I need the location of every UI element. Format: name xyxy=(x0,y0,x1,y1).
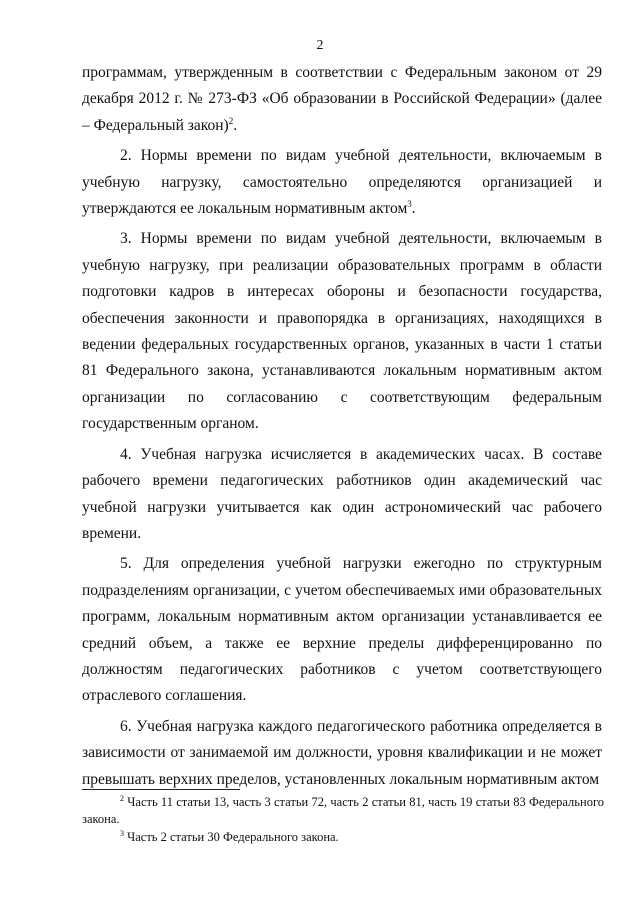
paragraph-item-2 xyxy=(82,143,602,222)
paragraph-text: 3. Нормы времени по видам учебной деятельности, включаемым в учебную нагрузку, при реализации образовательных программ в области подготовки кадров в интересах обороны и безопасности государства, обеспечения законности и правопорядка в организациях, находящихся в ведении федеральных государственных органов, указанных в части 1 статьи 81 Федерального закона, устанавливаются локальным нормативным актом организации по согласованию с соответствующим федеральным государственным органом. xyxy=(82,230,602,433)
page-number: 2 xyxy=(316,38,324,53)
footnote-reference[interactable]: 2 xyxy=(228,115,234,126)
paragraph-text: 4. Учебная нагрузка исчисляется в академических часах. В составе рабочего времени педагогических работников один академический час учебной нагрузки учитывается как один астрономический час рабочего времени. xyxy=(82,445,602,542)
footnote-text: Часть 11 статьи 13, часть 3 статьи 72, часть 2 статьи 81, часть 19 статьи 83 Федерального закона. xyxy=(82,795,605,826)
paragraph-item-3 xyxy=(82,226,602,437)
paragraph-text: 5. Для определения учебной нагрузки ежегодно по структурным подразделениям организации, с учетом обеспечиваемых ими образовательных программ, локальным нормативным актом организации устанавливается ее средний объем, а также ее верхние пределы дифференцированно по должностям педагогических работников с учетом соответствующего отраслевого соглашения. xyxy=(82,555,602,705)
footnote-item xyxy=(82,829,604,846)
paragraph-item-6 xyxy=(82,714,602,793)
footnote-item xyxy=(82,794,604,827)
footnote-reference[interactable]: 3 xyxy=(407,199,412,210)
paragraph-continuation xyxy=(82,60,602,139)
paragraph-item-5 xyxy=(82,551,602,709)
paragraph-text: 6. Учебная нагрузка каждого педагогического работника определяется в зависимости от занимаемой им должности, уровня квалификации и не может превышать верхних пределов, установленных локальным нормативным актом xyxy=(82,717,602,788)
footnote-divider xyxy=(82,789,240,790)
paragraph-text: программам, утвержденным в соответствии с Федеральным законом от 29 декабря 2012 г. № 273-ФЗ «Об образовании в Российской Федерации» (далее – Федеральный закон) xyxy=(82,64,602,134)
paragraph-item-4 xyxy=(82,442,602,548)
footnotes xyxy=(82,794,604,848)
document-body xyxy=(82,60,602,797)
footnote-text: Часть 2 статьи 30 Федерального закона. xyxy=(127,830,339,844)
paragraph-text: 2. Нормы времени по видам учебной деятельности, включаемым в учебную нагрузку, самостоятельно определяются организацией и утверждаются ее локальным нормативным актом xyxy=(82,147,602,218)
footnote-mark: 3 xyxy=(120,829,124,838)
paragraph-tail: . xyxy=(233,116,238,134)
footnote-mark: 2 xyxy=(120,794,124,803)
paragraph-tail: . xyxy=(411,200,416,218)
